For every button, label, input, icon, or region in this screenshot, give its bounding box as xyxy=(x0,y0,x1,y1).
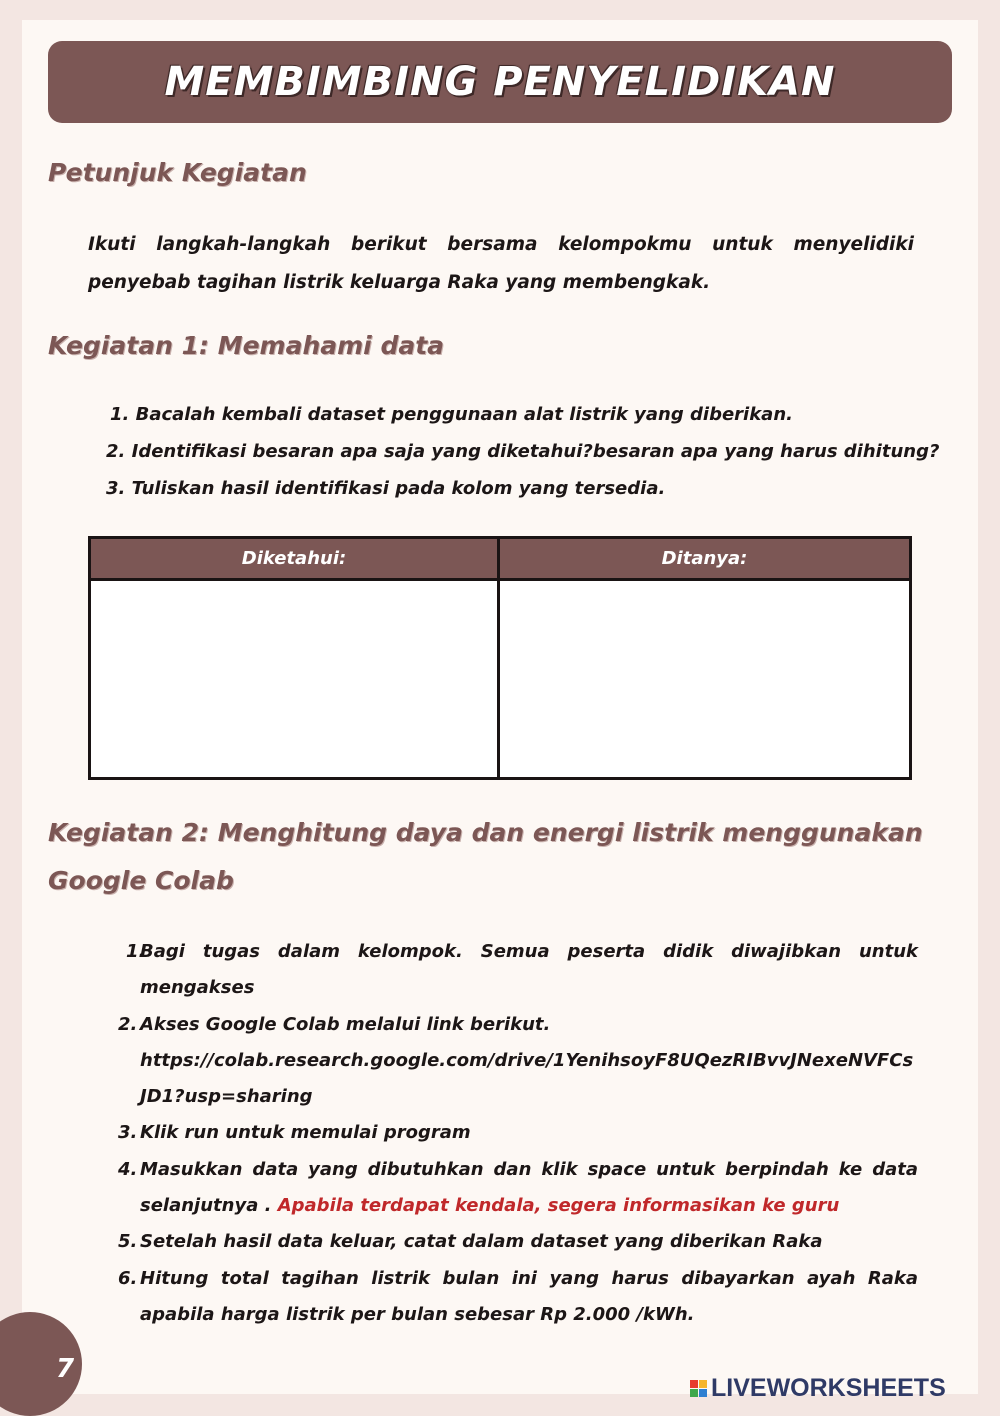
warning-text: Apabila terdapat kendala, segera informasikan ke guru xyxy=(277,1195,840,1217)
kegiatan2-step-2 xyxy=(118,1007,918,1116)
kegiatan2-steps xyxy=(118,934,918,1333)
kegiatan1-step-2: 2. Identifikasi besaran apa saja yang diketahui?besaran apa yang harus dihitung? xyxy=(106,441,940,462)
step-number: 2. xyxy=(118,1013,138,1035)
petunjuk-text: Ikuti langkah-langkah berikut bersama kelompokmu untuk menyelidiki penyebab tagihan listrik keluarga Raka yang membengkak. xyxy=(88,234,914,293)
step-number: 1. xyxy=(126,941,146,962)
kegiatan2-step-6 xyxy=(118,1261,918,1334)
kegiatan2-step-1 xyxy=(118,934,918,1007)
table-header-ditanya: Ditanya: xyxy=(500,539,909,581)
kegiatan1-step-3: 3. Tuliskan hasil identifikasi pada kolom yang tersedia. xyxy=(106,478,666,499)
step-text xyxy=(140,1007,918,1116)
liveworksheets-brand xyxy=(690,1374,946,1403)
identification-table xyxy=(88,536,912,780)
step-text: Hitung total tagihan listrik bulan ini yang harus dibayarkan ayah Raka apabila harga listrik per bulan sebesar Rp 2.000 /kWh. xyxy=(140,1267,918,1325)
step-text-main: Masukkan data yang dibutuhkan dan klik space untuk berpindah ke data selanjutnya . xyxy=(140,1158,918,1217)
kegiatan2-step-4 xyxy=(118,1152,918,1225)
step-number: 4. xyxy=(118,1158,138,1180)
step-text: Klik run untuk memulai program xyxy=(140,1122,471,1144)
brand-name: LIVEWORKSHEETS xyxy=(711,1374,946,1402)
kegiatan1-step-1: 1. Bacalah kembali dataset penggunaan alat listrik yang diberikan. xyxy=(110,404,793,425)
page-title: MEMBIMBING PENYELIDIKAN xyxy=(164,59,836,105)
kegiatan2-heading-line1: Kegiatan 2: Menghitung daya dan energi listrik menggunakan xyxy=(48,818,923,847)
kegiatan1-steps xyxy=(106,396,940,507)
ditanya-cell[interactable] xyxy=(500,581,909,777)
diketahui-input[interactable] xyxy=(91,581,497,777)
petunjuk-heading: Petunjuk Kegiatan xyxy=(48,158,307,187)
step-number: 6. xyxy=(118,1267,138,1289)
step-text: Setelah hasil data keluar, catat dalam dataset yang diberikan Raka xyxy=(140,1231,823,1253)
diketahui-cell[interactable] xyxy=(91,581,500,777)
kegiatan2-heading-line2: Google Colab xyxy=(48,866,234,895)
step-text: Bagi tugas dalam kelompok. Semua peserta didik diwajibkan untuk mengakses xyxy=(140,941,918,999)
step-number: 5. xyxy=(118,1231,138,1253)
colab-link[interactable]: https://colab.research.google.com/drive/1YenihsoyF8UQezRIBvvJNexeNVFCsJD1?usp=sharing xyxy=(140,1049,914,1108)
step-number: 3. xyxy=(118,1122,138,1144)
kegiatan2-step-5 xyxy=(118,1224,918,1260)
worksheet-page xyxy=(22,20,978,1394)
liveworksheets-logo-icon xyxy=(690,1380,707,1397)
kegiatan2-step-3 xyxy=(118,1115,918,1151)
title-banner xyxy=(48,41,952,123)
kegiatan1-heading: Kegiatan 1: Memahami data xyxy=(48,331,445,360)
page-number: 7 xyxy=(56,1354,75,1384)
step-text xyxy=(140,1152,918,1225)
step-text-main: Akses Google Colab melalui link berikut. xyxy=(140,1013,551,1035)
ditanya-input[interactable] xyxy=(500,581,909,777)
table-header-diketahui: Diketahui: xyxy=(91,539,500,581)
